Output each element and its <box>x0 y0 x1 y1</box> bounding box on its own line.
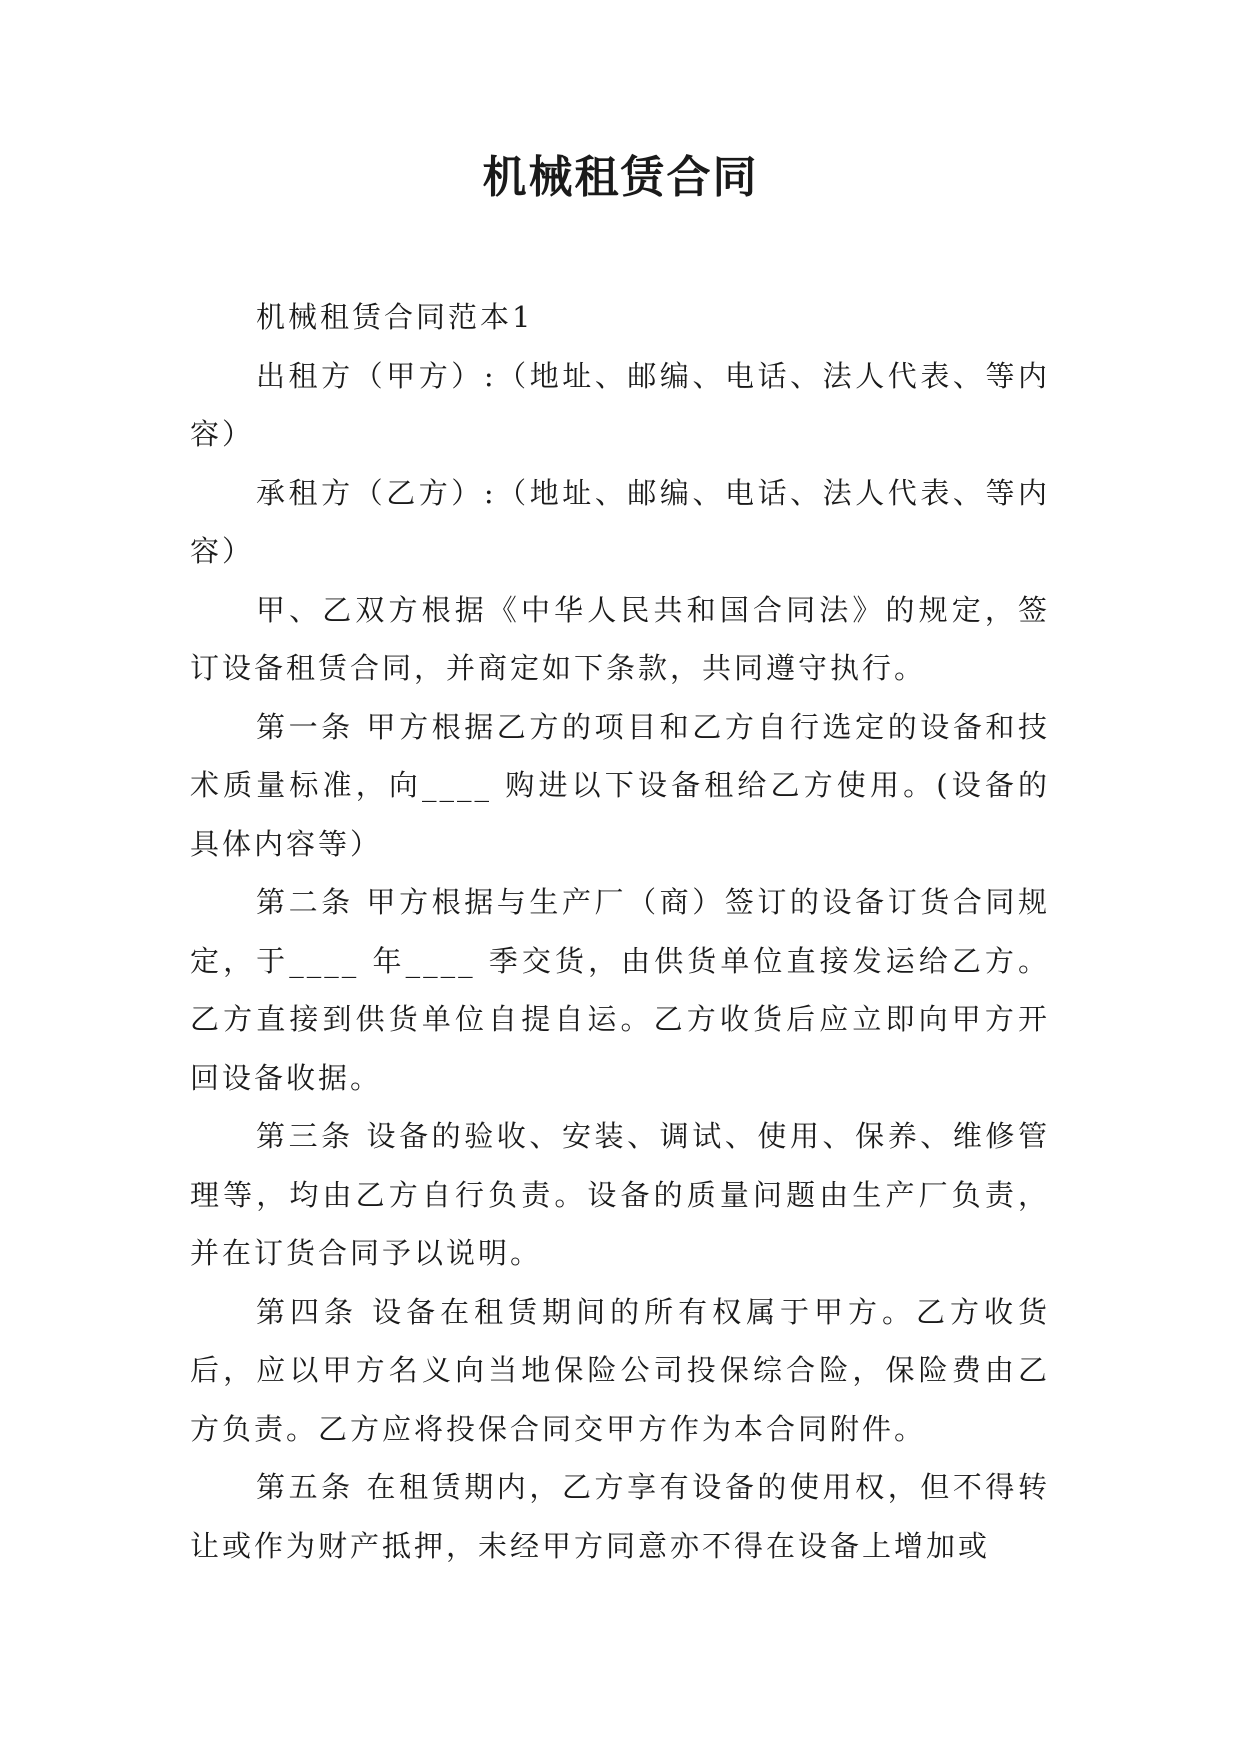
paragraph-preamble: 甲、乙双方根据《中华人民共和国合同法》的规定，签订设备租赁合同，并商定如下条款，共同遵守执行。 <box>190 592 1050 685</box>
paragraph-article-5: 第五条 在租赁期内，乙方享有设备的使用权，但不得转让或作为财产抵押，未经甲方同意亦不得在设备上增加或 <box>190 1470 1050 1563</box>
paragraph-lessor: 出租方（甲方）:（地址、邮编、电话、法人代表、等内容） <box>190 358 1050 451</box>
paragraph-article-3: 第三条 设备的验收、安装、调试、使用、保养、维修管理等，均由乙方自行负责。设备的质量问题由生产厂负责，并在订货合同予以说明。 <box>190 1119 1050 1270</box>
document-body <box>190 288 1050 1575</box>
document-title: 机械租赁合同 <box>482 152 759 203</box>
paragraph-article-2: 第二条 甲方根据与生产厂（商）签订的设备订货合同规定，于____ 年____ 季交货，由供货单位直接发运给乙方。乙方直接到供货单位自提自运。乙方收货后应立即向甲方开回设备收据。 <box>190 885 1050 1095</box>
paragraph-template-heading: 机械租赁合同范本1 <box>256 300 534 334</box>
paragraph-lessee: 承租方（乙方）:（地址、邮编、电话、法人代表、等内容） <box>190 475 1050 568</box>
paragraph-article-1: 第一条 甲方根据乙方的项目和乙方自行选定的设备和技术质量标准，向____ 购进以下设备租给乙方使用。(设备的具体内容等） <box>190 709 1050 861</box>
paragraph-article-4: 第四条 设备在租赁期间的所有权属于甲方。乙方收货后，应以甲方名义向当地保险公司投保综合险，保险费由乙方负责。乙方应将投保合同交甲方作为本合同附件。 <box>190 1294 1050 1446</box>
